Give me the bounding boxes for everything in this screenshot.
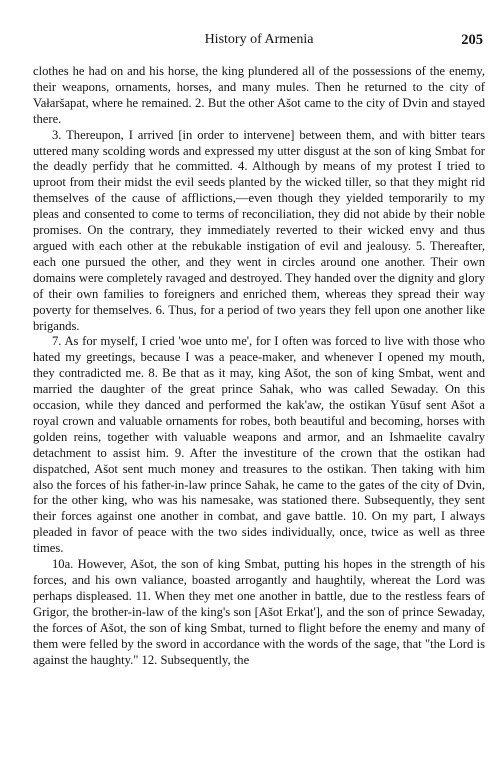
page-number: 205 — [461, 32, 483, 48]
paragraph-continuation: clothes he had on and his horse, the king plundered all of the possessions of the enemy, their weapons, ornaments, horses, and many mules. Then he returned to the city of Vałaršapat, where he remained. 2. But the other Ašot came to the city of Dvin and stayed there. — [33, 64, 485, 126]
book-page — [33, 30, 485, 668]
paragraph-section-10a: 10a. However, Ašot, the son of king Smbat, putting his hopes in the strength of his forces, and his own valiance, boasted arrogantly and haughtily, whereat the Lord was perhaps displeased. 11. When they met one another in battle, due to the restless fears of Grigor, the brother-in-law of the king's son [Ašot Erkat'], and the son of prince Sewaday, the forces of Ašot, the son of king Smbat, turned to flight before the enemy and many of them were felled by the sword in accordance with the words of the sage, that "the Lord is against the haughty." 12. Subsequently, the — [33, 557, 485, 667]
running-title: History of Armenia — [204, 32, 314, 47]
body-text — [33, 64, 485, 668]
page-header — [33, 30, 485, 52]
paragraph-section-7: 7. As for myself, I cried 'woe unto me', for I often was forced to live with those who hated my greetings, because I was a peace-maker, and whenever I opened my mouth, they contradicted me. 8. Be that as it may, king Ašot, the son of king Smbat, went and married the daughter of the great prince Sahak, who was called Sewaday. On this occasion, while they danced and performed the kak'aw, the ostikan Yūsuf sent Ašot a royal crown and valuable ornaments for robes, both beautiful and becoming, horses with golden reins, together with valuable weapons and armor, and an Ishmaelite cavalry detachment to assist him. 9. After the investiture of the crown that the ostikan had dispatched, Ašot sent much money and treasures to the ostikan. Then taking with him also the forces of his father-in-law prince Sahak, he came to the gates of the city of Dvin, for the other king, who was his namesake, was stationed there. Subsequently, they sent their forces against one another in combat, and gave battle. 10. On my part, I always pleaded in favor of peace with the two sides individually, once, twice as well as three times. — [33, 334, 485, 556]
paragraph-section-3: 3. Thereupon, I arrived [in order to intervene] between them, and with bitter tears uttered many scolding words and expressed my utter disgust at the son of king Smbat for the deadly perfidy that he committed. 4. Although by means of my protest I tried to uproot from their midst the evil seeds planted by the wicked tiller, so that they might rid themselves of the cause of afflictions,—even though they yielded temporarily to my pleas and consented to come to terms of reconciliation, they did not abide by their noble promises. On the contrary, they immediately reverted to their wicked envy and thus argued with each other at the rebukable instigation of evil and jealousy. 5. Thereafter, each one pursued the other, and they went in circles around one another. Their own domains were completely ravaged and destroyed. They handed over the dignity and glory of their own families to foreigners and enriched them, whereas they spread their way poverty for themselves. 6. Thus, for a period of two years they fell upon one another like brigands. — [33, 127, 485, 333]
